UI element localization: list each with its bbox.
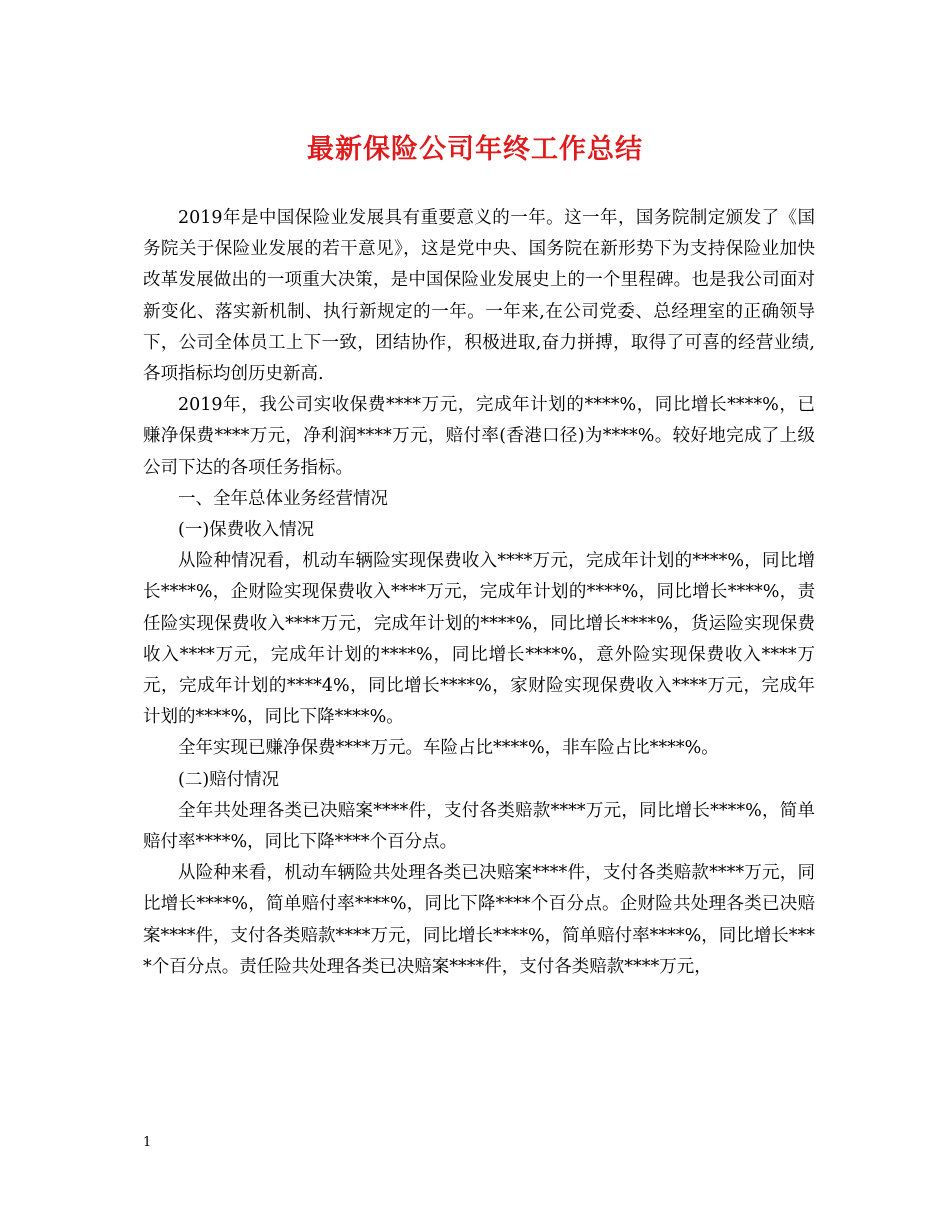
document-body bbox=[143, 203, 815, 983]
section-heading-1: 一、全年总体业务经营情况 bbox=[178, 488, 388, 509]
paragraph-earned-premium: 全年实现已赚净保费****万元。车险占比****%，非车险占比****%。 bbox=[178, 738, 719, 759]
page-number: 1 bbox=[143, 1135, 152, 1150]
paragraph-intro: 2019年是中国保险业发展具有重要意义的一年。这一年，国务院制定颁发了《国务院关于保险业发展的若干意见》，这是党中央、国务院在新形势下为支持保险业加快改革发展做出的一项重大决策，是中国保险业发展史上的一个里程碑。也是我公司面对新变化、落实新机制、执行新规定的一年。一年来,在公司党委、总经理室的正确领导下，公司全体员工上下一致，团结协作，积极进取,奋力拼搏，取得了可喜的经营业绩,各项指标均创历史新高. bbox=[143, 208, 815, 385]
subsection-heading-2: (二)赔付情况 bbox=[178, 769, 280, 790]
subsection-heading-1: (一)保费收入情况 bbox=[178, 520, 315, 541]
paragraph-summary: 2019年，我公司实收保费****万元，完成年计划的****%，同比增长****%，已赚净保费****万元，净利润****万元，赔付率(香港口径)为****%。较好地完成了上级公司下达的各项任务指标。 bbox=[143, 395, 815, 478]
paragraph-premium-by-line: 从险种情况看，机动车辆险实现保费收入****万元，完成年计划的****%，同比增长****%，企财险实现保费收入****万元，完成年计划的****%，同比增长****%，责任险实现保费收入****万元，完成年计划的****%，同比增长****%，货运险实现保费收入****万元，完成年计划的****%，同比增长****%，意外险实现保费收入****万元，完成年计划的****4%，同比增长****%，家财险实现保费收入****万元，完成年计划的****%，同比下降****%。 bbox=[143, 551, 815, 728]
document-title: 最新保险公司年终工作总结 bbox=[307, 134, 643, 165]
paragraph-claims-by-line: 从险种来看，机动车辆险共处理各类已决赔案****件，支付各类赔款****万元，同比增长****%，简单赔付率****%，同比下降****个百分点。企财险共处理各类已决赔案****件，支付各类赔款****万元，同比增长****%，简单赔付率****%，同比增长****个百分点。责任险共处理各类已决赔案****件，支付各类赔款****万元， bbox=[143, 863, 816, 977]
paragraph-claims-total: 全年共处理各类已决赔案****件，支付各类赔款****万元，同比增长****%，简单赔付率****%，同比下降****个百分点。 bbox=[143, 800, 815, 853]
